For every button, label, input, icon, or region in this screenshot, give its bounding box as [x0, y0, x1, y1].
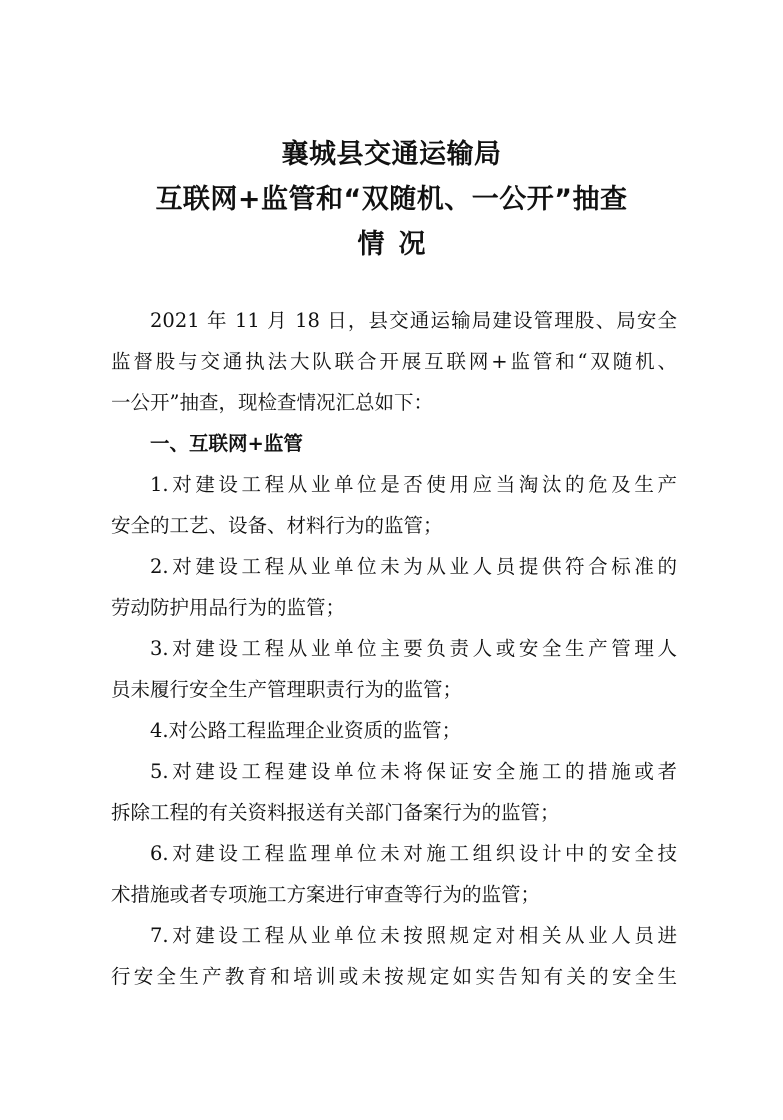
section-heading: 一、互联网+监管 — [150, 432, 303, 455]
title-line-1: 襄城县交通运输局 — [281, 139, 502, 170]
item-line: 安全的工艺、设备、材料行为的监管； — [111, 514, 443, 537]
item-line: 6.对建设工程监理单位未对施工组织设计中的安全技 — [150, 842, 677, 865]
item-line: 4.对公路工程监理企业资质的监管； — [150, 719, 462, 742]
item-line: 7.对建设工程从业单位未按照规定对相关从业人员进 — [150, 924, 677, 947]
item-line: 2.对建设工程从业单位未为从业人员提供符合标准的 — [150, 555, 677, 578]
title-line-3: 情况 — [357, 229, 440, 260]
list-item — [111, 915, 677, 997]
item-line: 5.对建设工程建设单位未将保证安全施工的措施或者 — [150, 760, 677, 783]
list-item — [111, 833, 677, 915]
item-line: 劳动防护用品行为的监管； — [111, 596, 346, 619]
list-item — [111, 710, 677, 751]
list-item — [111, 751, 677, 833]
list-item — [111, 464, 677, 546]
item-line: 拆除工程的有关资料报送有关部门备案行为的监管； — [111, 801, 560, 824]
document-body — [111, 300, 677, 997]
intro-line: 监督股与交通执法大队联合开展互联网+监管和“双随机、 — [111, 350, 677, 373]
item-line: 1.对建设工程从业单位是否使用应当淘汰的危及生产 — [150, 473, 677, 496]
item-line: 术措施或者专项施工方案进行审查等行为的监管； — [111, 883, 541, 906]
item-line: 3.对建设工程从业单位主要负责人或安全生产管理人 — [150, 637, 677, 660]
item-line: 行安全生产教育和培训或未按规定如实告知有关的安全生 — [111, 965, 677, 988]
item-line: 员未履行安全生产管理职责行为的监管； — [111, 678, 463, 701]
list-item — [111, 628, 677, 710]
intro-paragraph — [111, 300, 677, 423]
intro-line: 一公开”抽查，现检查情况汇总如下： — [111, 391, 433, 414]
title-line-2: 互联网+监管和“双随机、一公开”抽查 — [155, 184, 628, 215]
intro-line: 2021 年 11 月 18 日，县交通运输局建设管理股、局安全 — [150, 309, 677, 332]
list-item — [111, 546, 677, 628]
document-title — [0, 132, 783, 267]
